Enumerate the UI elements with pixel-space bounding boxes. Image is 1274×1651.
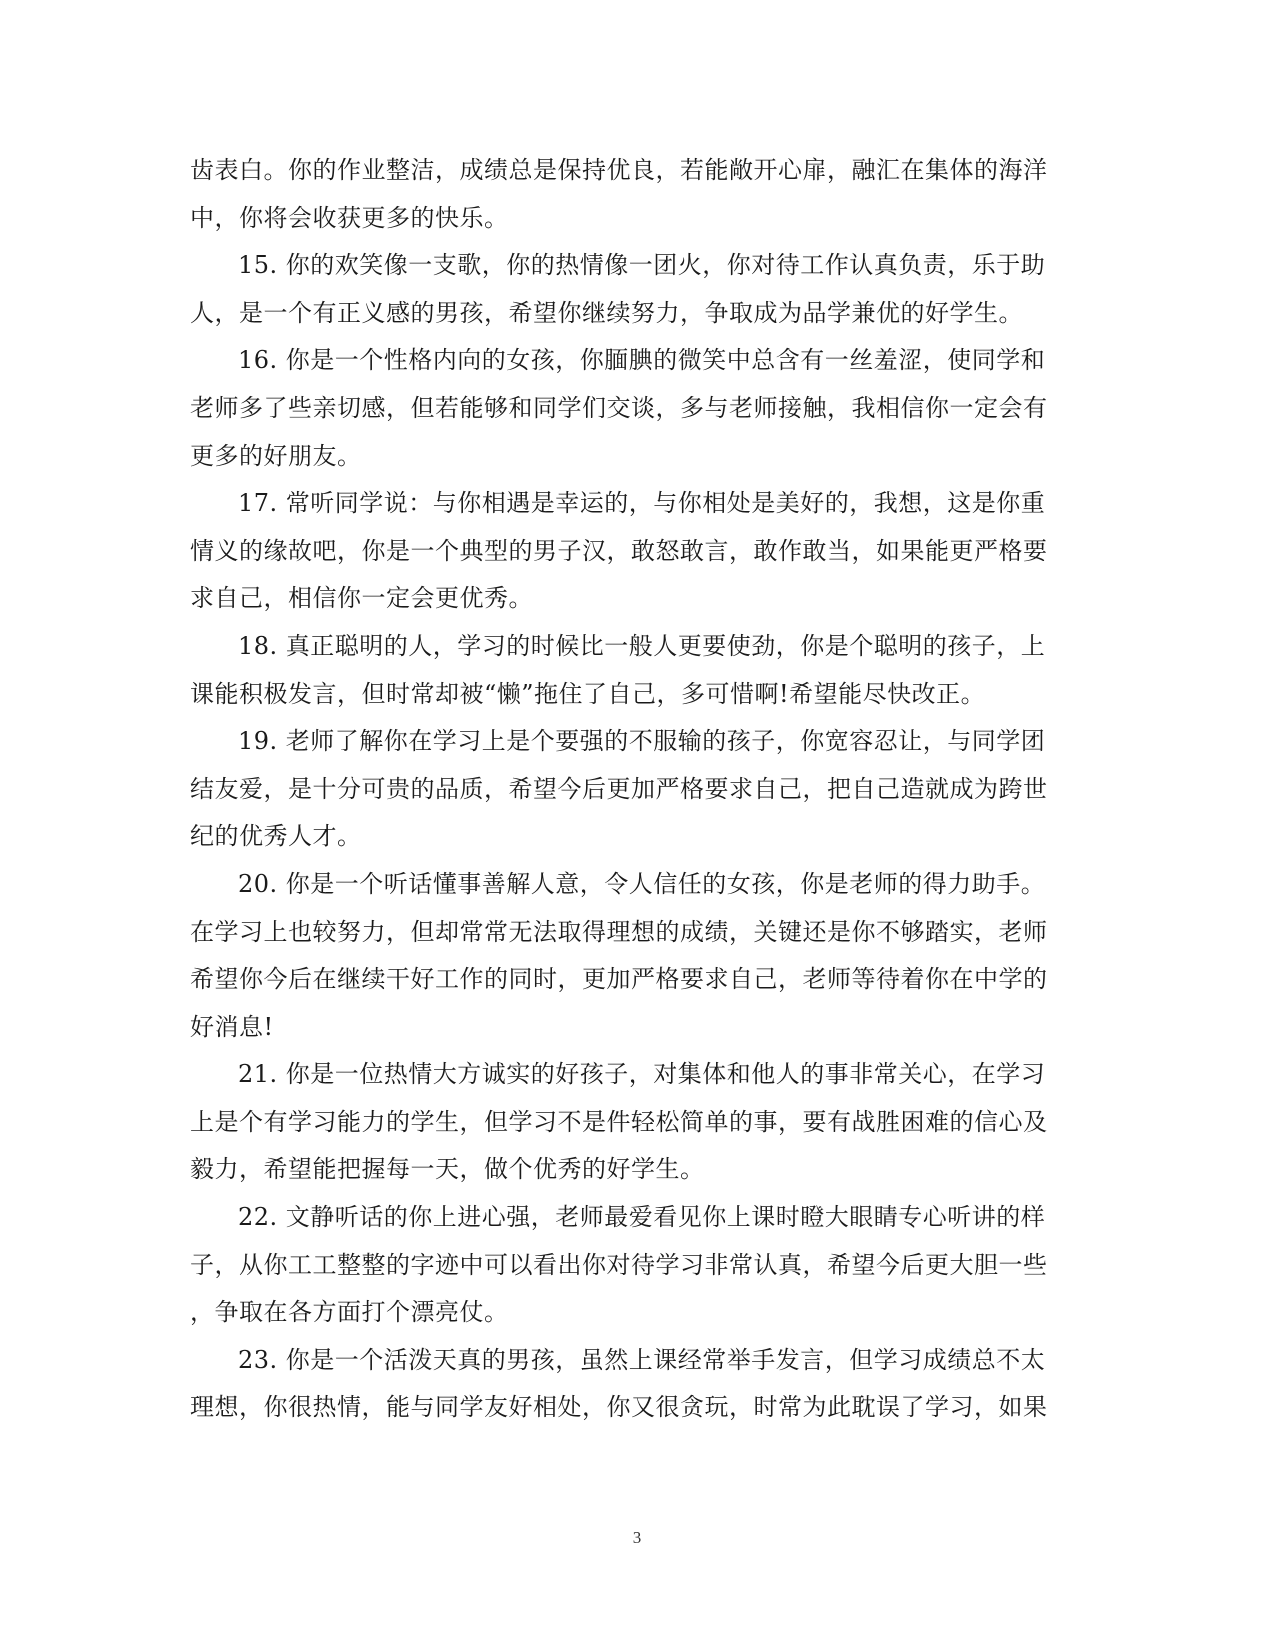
text-line: 课能积极发言，但时常却被“懒”拖住了自己，多可惜啊!希望能尽快改正。	[190, 679, 986, 708]
text-line: 在学习上也较努力，但却常常无法取得理想的成绩，关键还是你不够踏实，老师	[190, 917, 1048, 946]
text-line: 情义的缘故吧，你是一个典型的男子汉，敢怒敢言，敢作敢当，如果能更严格要	[190, 536, 1048, 565]
text-line: 好消息!	[190, 1012, 274, 1041]
text-line: 毅力，希望能把握每一天，做个优秀的好学生。	[190, 1155, 705, 1184]
text-line: 上是个有学习能力的学生，但学习不是件轻松简单的事，要有战胜困难的信心及	[190, 1107, 1048, 1136]
text-line: 结友爱，是十分可贵的品质，希望今后更加严格要求自己，把自己造就成为跨世	[190, 774, 1048, 803]
text-line: 求自己，相信你一定会更优秀。	[190, 584, 533, 613]
text-line: 中，你将会收获更多的快乐。	[190, 203, 509, 232]
paragraph-start-15: 15. 你的欢笑像一支歌，你的热情像一团火，你对待工作认真负责，乐于助	[238, 251, 1046, 280]
text-line: ，争取在各方面打个漂亮仗。	[190, 1298, 509, 1327]
paragraph-start-19: 19. 老师了解你在学习上是个要强的不服输的孩子，你宽容忍让，与同学团	[238, 727, 1046, 756]
paragraph-start-23: 23. 你是一个活泼天真的男孩，虽然上课经常举手发言，但学习成绩总不太	[238, 1345, 1046, 1374]
text-line: 更多的好朋友。	[190, 441, 362, 470]
document-body	[190, 147, 1070, 1432]
text-line: 纪的优秀人才。	[190, 822, 362, 851]
text-line: 希望你今后在继续干好工作的同时，更加严格要求自己，老师等待着你在中学的	[190, 965, 1048, 994]
text-line: 老师多了些亲切感，但若能够和同学们交谈，多与老师接触，我相信你一定会有	[190, 393, 1048, 422]
text-line: 理想，你很热情，能与同学友好相处，你又很贪玩，时常为此耽误了学习，如果	[190, 1393, 1048, 1422]
page-number: 3	[632, 1528, 642, 1547]
text-line: 人，是一个有正义感的男孩，希望你继续努力，争取成为品学兼优的好学生。	[190, 298, 1023, 327]
text-line: 子，从你工工整整的字迹中可以看出你对待学习非常认真，希望今后更大胆一些	[190, 1250, 1048, 1279]
text-line: 齿表白。你的作业整洁，成绩总是保持优良，若能敞开心扉，融汇在集体的海洋	[190, 156, 1048, 184]
paragraph-start-16: 16. 你是一个性格内向的女孩，你腼腆的微笑中总含有一丝羞涩，使同学和	[238, 346, 1046, 375]
paragraph-start-22: 22. 文静听话的你上进心强，老师最爱看见你上课时瞪大眼睛专心听讲的样	[238, 1203, 1046, 1232]
paragraph-start-21: 21. 你是一位热情大方诚实的好孩子，对集体和他人的事非常关心，在学习	[238, 1060, 1046, 1089]
paragraph-start-17: 17. 常听同学说：与你相遇是幸运的，与你相处是美好的，我想，这是你重	[238, 489, 1046, 518]
paragraph-start-18: 18. 真正聪明的人，学习的时候比一般人更要使劲，你是个聪明的孩子，上	[238, 631, 1046, 660]
paragraph-start-20: 20. 你是一个听话懂事善解人意，令人信任的女孩，你是老师的得力助手。	[238, 869, 1046, 898]
